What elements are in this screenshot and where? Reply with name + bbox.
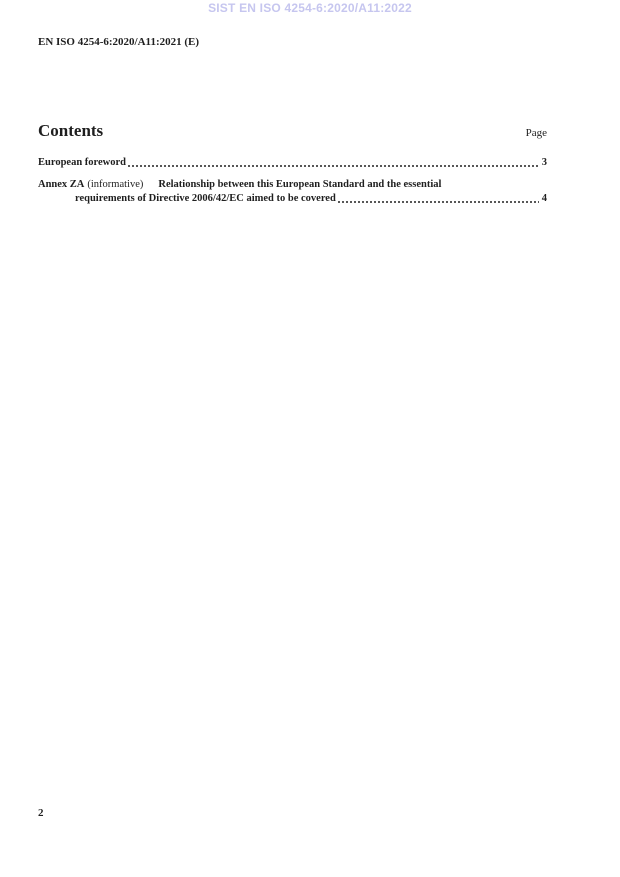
toc-entry-label: Annex ZA: [38, 179, 85, 190]
toc-entry-annex-za[interactable]: [38, 178, 547, 206]
table-of-contents: [38, 156, 547, 206]
toc-entry-european-foreword[interactable]: [38, 156, 547, 170]
toc-entry-annex-line-2: [75, 192, 547, 206]
toc-entry-page-number: 3: [541, 157, 547, 168]
page-column-label: Page: [525, 127, 547, 139]
toc-entry-title-line-2: requirements of Directive 2006/42/EC aimed to be covered: [75, 193, 336, 204]
watermark-header: SIST EN ISO 4254-6:2020/A11:2022: [208, 1, 412, 15]
toc-entry-annex-line-1: [38, 178, 547, 192]
toc-entry-title-line-1: Relationship between this European Standard and the essential: [158, 179, 442, 190]
toc-entry-qualifier: (informative): [87, 179, 144, 190]
page-number: 2: [38, 807, 44, 819]
toc-entry-page-number: 4: [541, 193, 547, 204]
contents-header: [38, 121, 547, 141]
dot-leader: [337, 200, 539, 204]
toc-entry-title: European foreword: [38, 157, 126, 168]
contents-title: Contents: [38, 121, 104, 140]
dot-leader: [127, 164, 539, 168]
document-reference: EN ISO 4254-6:2020/A11:2021 (E): [38, 36, 200, 48]
